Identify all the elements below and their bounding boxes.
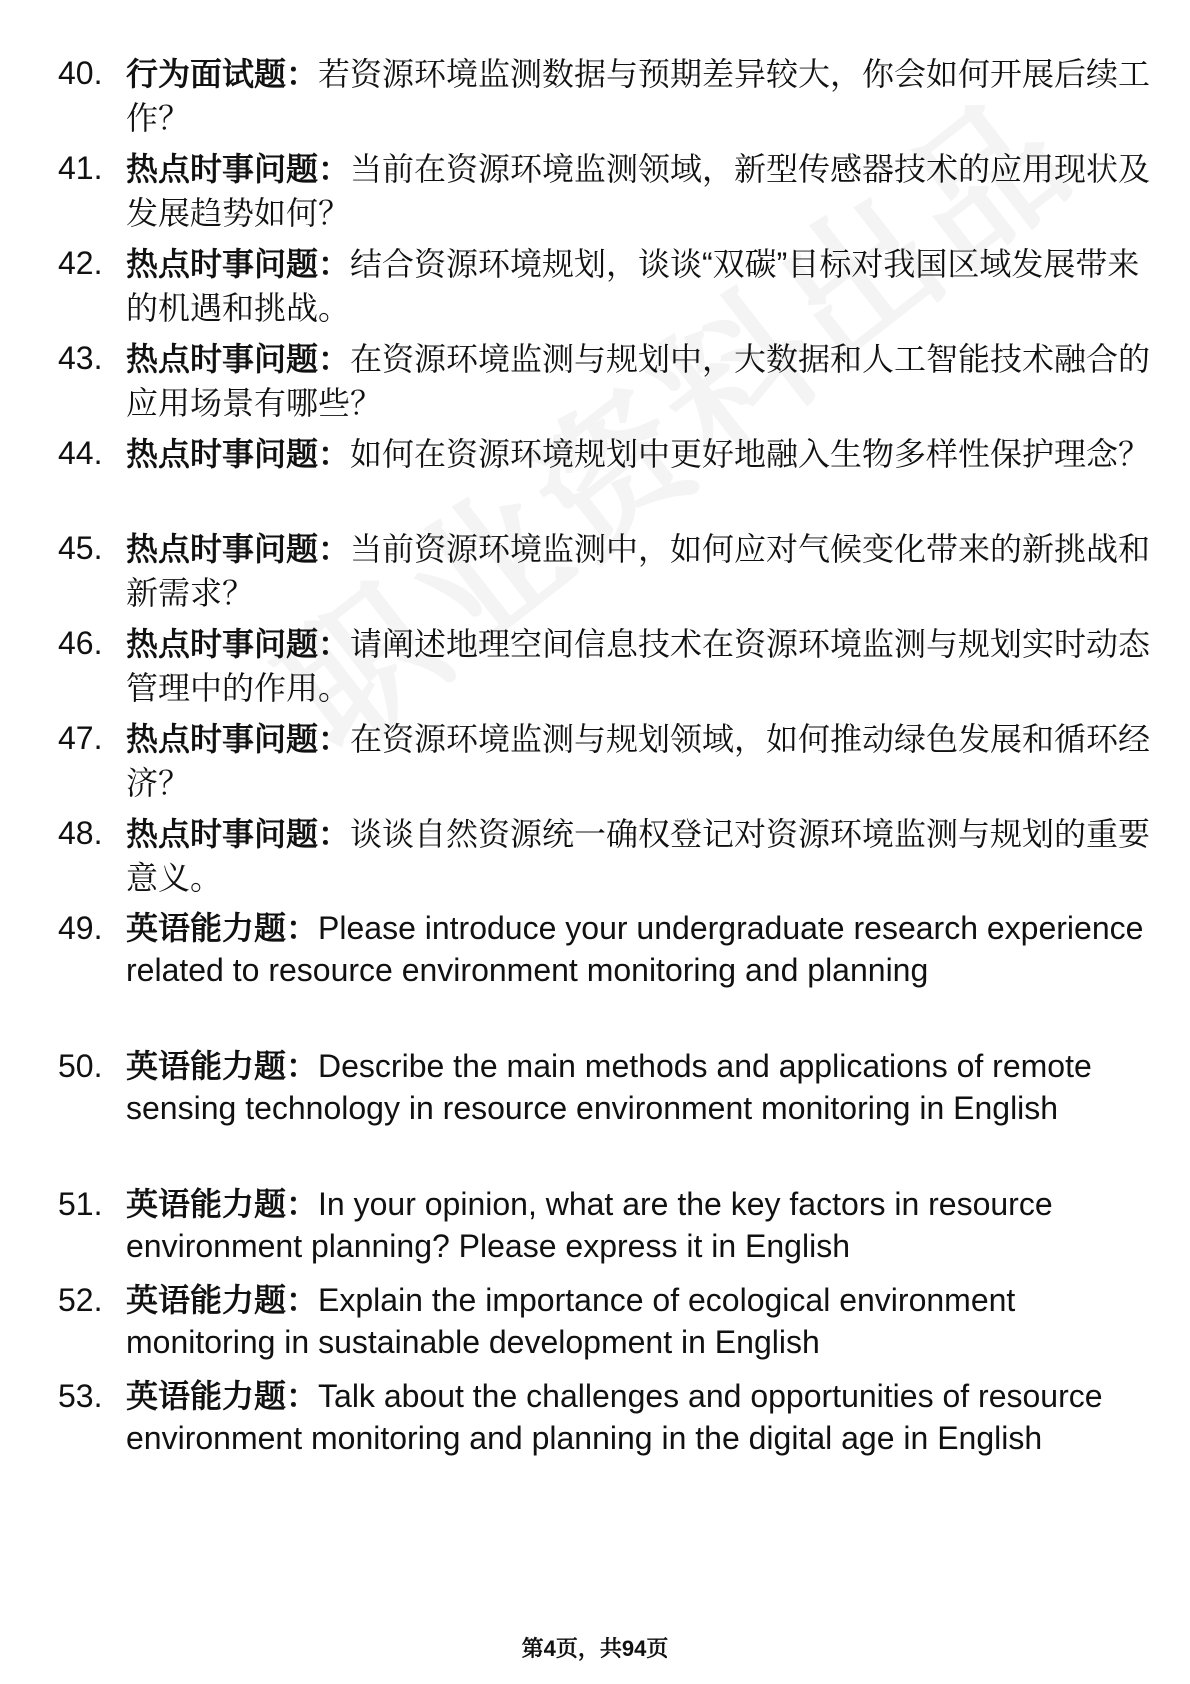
question-text: Explain the importance of ecological environment monitoring in sustainable development in English [126,1282,1016,1360]
question-text: 如何在资源环境规划中更好地融入生物多样性保护理念？ [350,436,1151,472]
question-text: 在资源环境监测与规划领域，如何推动绿色发展和循环经济？ [126,721,1151,801]
question-body [126,1183,1171,1267]
question-text: Describe the main methods and applications of remote sensing technology in resource environment monitoring in English [126,1048,1092,1126]
question-number: 44. [58,435,103,471]
question-body [126,907,1171,991]
question-text: 当前在资源环境监测领域，新型传感器技术的应用现状及发展趋势如何？ [126,151,1151,231]
question-category: 热点时事问题： [126,721,351,757]
question-number: 47. [58,720,103,756]
question-number: 49. [58,910,103,946]
question-category: 热点时事问题： [126,436,351,472]
question-number: 41. [58,150,103,186]
question-text: In your opinion, what are the key factors in resource environment planning? Please express it in English [126,1186,1053,1264]
question-category: 英语能力题： [126,1186,319,1222]
question-body [126,432,1171,476]
question-body [126,812,1171,900]
question-category: 行为面试题： [126,56,319,92]
question-category: 英语能力题： [126,1282,319,1318]
question-text: 请阐述地理空间信息技术在资源环境监测与规划实时动态管理中的作用。 [126,626,1151,706]
question-category: 英语能力题： [126,910,319,946]
question-number: 42. [58,245,103,281]
question-category: 热点时事问题： [126,151,351,187]
question-body [126,52,1171,140]
question-body [126,527,1171,615]
question-text: Talk about the challenges and opportunities of resource environment monitoring and planning in the digital age in English [126,1378,1103,1456]
question-number: 43. [58,340,103,376]
question-body [126,1045,1171,1129]
question-body [126,622,1171,710]
question-category: 热点时事问题： [126,531,351,567]
question-body [126,337,1171,425]
question-text: 谈谈自然资源统一确权登记对资源环境监测与规划的重要意义。 [126,816,1151,896]
question-number: 40. [58,55,103,91]
question-category: 热点时事问题： [126,246,351,282]
question-category: 英语能力题： [126,1378,319,1414]
question-text: 在资源环境监测与规划中，大数据和人工智能技术融合的应用场景有哪些？ [126,341,1151,421]
question-category: 热点时事问题： [126,341,351,377]
question-text: Please introduce your undergraduate research experience related to resource environment monitoring and planning [126,910,1144,988]
page-footer: 第4页，共94页 [521,1636,669,1661]
question-body [126,1279,1171,1363]
question-number: 45. [58,530,103,566]
question-text: 当前资源环境监测中，如何应对气候变化带来的新挑战和新需求？ [126,531,1151,611]
question-category: 热点时事问题： [126,816,351,852]
question-number: 52. [58,1282,103,1318]
question-body [126,1375,1171,1459]
question-text: 结合资源环境规划，谈谈“双碳”目标对我国区域发展带来的机遇和挑战。 [126,246,1140,326]
question-body [126,242,1171,330]
question-text: 若资源环境监测数据与预期差异较大，你会如何开展后续工作？ [126,56,1151,136]
question-category: 英语能力题： [126,1048,319,1084]
question-number: 48. [58,815,103,851]
question-number: 46. [58,625,103,661]
question-number: 51. [58,1186,103,1222]
question-category: 热点时事问题： [126,626,351,662]
question-number: 53. [58,1378,103,1414]
question-body [126,147,1171,235]
question-number: 50. [58,1048,103,1084]
question-body [126,717,1171,805]
